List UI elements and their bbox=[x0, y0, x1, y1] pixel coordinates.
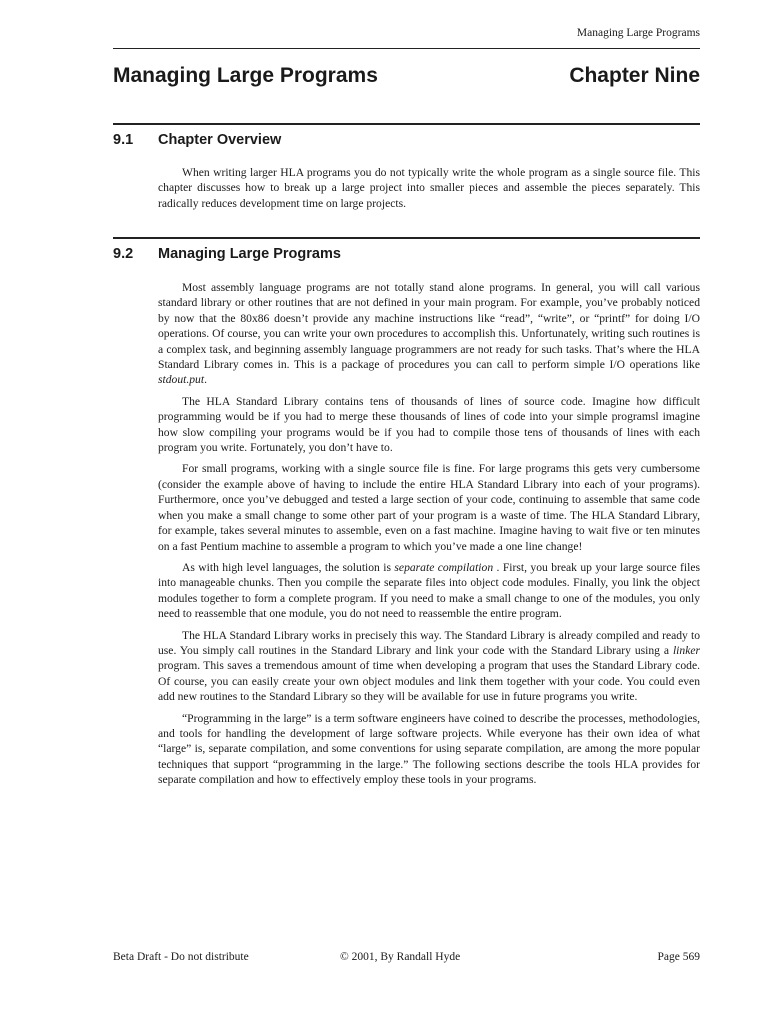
paragraph-text: program. This saves a tremendous amount of time when developing a program that uses the Standard Library code. Of course, you can easily create your own object modules and link them together with your code. You could even add new routines to the Standard Library so they will be available for use in future programs you write. bbox=[158, 659, 700, 704]
footer-left: Beta Draft - Do not distribute bbox=[113, 951, 249, 963]
header-rule bbox=[113, 48, 700, 49]
paragraph bbox=[158, 165, 700, 211]
emphasis-text: stdout.put bbox=[158, 373, 205, 387]
paragraph-text: When writing larger HLA programs you do not typically write the whole program as a single source file. This chapter discusses how to break up a large project into smaller pieces and assemble the pieces separately. This radically reduces development time on large projects. bbox=[158, 166, 700, 210]
paragraph bbox=[158, 280, 700, 388]
section-title: Managing Large Programs bbox=[158, 246, 341, 262]
section-rule-2 bbox=[113, 237, 700, 239]
chapter-title: Managing Large Programs bbox=[113, 64, 378, 87]
section-number: 9.2 bbox=[113, 246, 134, 262]
section-title: Chapter Overview bbox=[158, 132, 282, 148]
paragraph-text: Most assembly language programs are not totally stand alone programs. In general, you will call various standard library or other routines that are not defined in your main program. For example, you’ve probably noticed by now that the 80x86 doesn’t provide any machine instructions like “read”, “write”, or “printf” for doing I/O operations. Of course, you can write your own procedures to accomplish this. Unfortunately, writing such routines is a complex task, and beginning assembly language programmers are not ready for such tasks. That’s where the HLA Standard Library comes in. This is a package of procedures you can call to perform simple I/O operations like bbox=[158, 281, 700, 372]
running-head: Managing Large Programs bbox=[576, 27, 700, 39]
paragraph-text: The HLA Standard Library works in precisely this way. The Standard Library is already compiled and ready to use. You simply call routines in the Standard Library and link your code with the Standard Library using a bbox=[158, 628, 700, 657]
paragraph-text: As with high level languages, the solution is bbox=[182, 560, 395, 574]
paragraph-text: For small programs, working with a single source file is fine. For large programs this gets very cumbersome (consider the example above of having to include the entire HLA Standard Library into each of your programs). Furthermore, once you’ve debugged and tested a large section of your code, continuing to assemble that same code when you make a small change to some other part of your program is a waste of time. The HLA Standard Library, for example, takes several minutes to assemble, even on a fast machine. Imagine having to wait five or ten minutes on a fast Pentium machine to assemble a program to which you’ve made a one line change! bbox=[158, 462, 700, 553]
section-heading bbox=[113, 132, 281, 148]
paragraph bbox=[158, 560, 700, 622]
emphasis-text: separate compilation bbox=[394, 560, 494, 574]
section-body bbox=[158, 165, 700, 217]
section-heading bbox=[113, 246, 341, 262]
footer-center: © 2001, By Randall Hyde bbox=[340, 951, 461, 963]
paragraph bbox=[158, 394, 700, 456]
emphasis-text: linker bbox=[672, 643, 700, 657]
footer-right: Page 569 bbox=[657, 951, 700, 963]
paragraph bbox=[158, 711, 700, 788]
section-body bbox=[158, 280, 700, 794]
paragraph bbox=[158, 628, 700, 705]
section-rule-1 bbox=[113, 123, 700, 125]
section-number: 9.1 bbox=[113, 132, 134, 148]
chapter-label: Chapter Nine bbox=[569, 64, 700, 87]
paragraph-text: . bbox=[204, 373, 207, 387]
paragraph-text: The HLA Standard Library contains tens of thousands of lines of source code. Imagine how difficult programming would be if you had to merge these thousands of lines of code into your simple programsl imagine how slow compiling your programs would be if you had to compile those tens of thousands of lines with each program you write. Fortunately, you don’t have to. bbox=[158, 394, 700, 455]
paragraph bbox=[158, 461, 700, 553]
paragraph-text: . First, you break up your large source files into manageable chunks. Then you compile the separate files into object code modules. Finally, you link the object modules together to form a complete program. If you need to make a small change to one of the modules, you only need to reassemble that one module, you do not need to reassemble the entire program. bbox=[158, 560, 701, 621]
paragraph-text: “Programming in the large” is a term software engineers have coined to describe the processes, methodologies, and tools for handling the development of large software projects. While everyone has their own idea of what “large” is, separate compilation, and some conventions for using separate compilation, are among the more popular techniques that support “programming in the large.” The following sections describe the tools HLA provides for separate compilation and how to effectively employ these tools in your programs. bbox=[158, 711, 700, 787]
